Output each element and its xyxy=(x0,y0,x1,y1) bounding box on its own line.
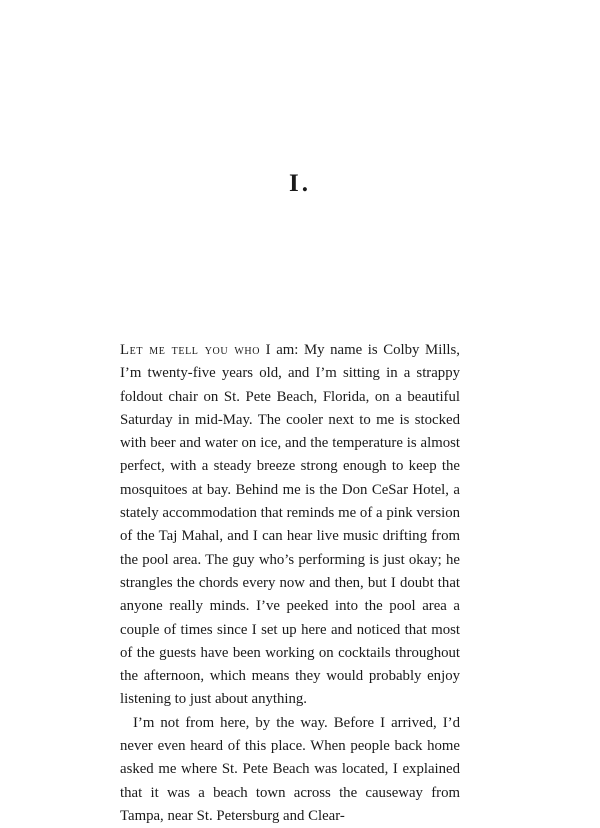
body-text xyxy=(120,339,460,828)
paragraph-2-text: I’m not from here, by the way. Before I arrived, I’d never even heard of this place. When people back home asked me where St. Pete Beach was located, I explained that it was a beach town across the causeway from Tampa, near St. Petersburg and Clear- xyxy=(120,714,460,824)
part-heading: I. xyxy=(289,170,311,197)
paragraph-2 xyxy=(120,712,460,828)
paragraph-1 xyxy=(120,339,460,712)
paragraph-1-text: I am: My name is Colby Mills, I’m twenty-five years old, and I’m sitting in a strappy foldout chair on St. Pete Beach, Florida, on a beautiful Saturday in mid-May. The cooler next to me is stocked with beer and water on ice, and the temperature is almost perfect, with a steady breeze strong enough to keep the mosquitoes at bay. Behind me is the Don CeSar Hotel, a stately accommodation that reminds me of a pink version of the Taj Mahal, and I can hear live music drifting from the pool area. The guy who’s performing is just okay; he strangles the chords every now and then, but I doubt that anyone really minds. I’ve peeked into the pool area a couple of times since I set up here and noticed that most of the guests have been working on cocktails throughout the afternoon, which means they would probably enjoy listening to just about anything. xyxy=(120,342,460,708)
lead-in-small-caps: Let me tell you who xyxy=(120,342,261,358)
